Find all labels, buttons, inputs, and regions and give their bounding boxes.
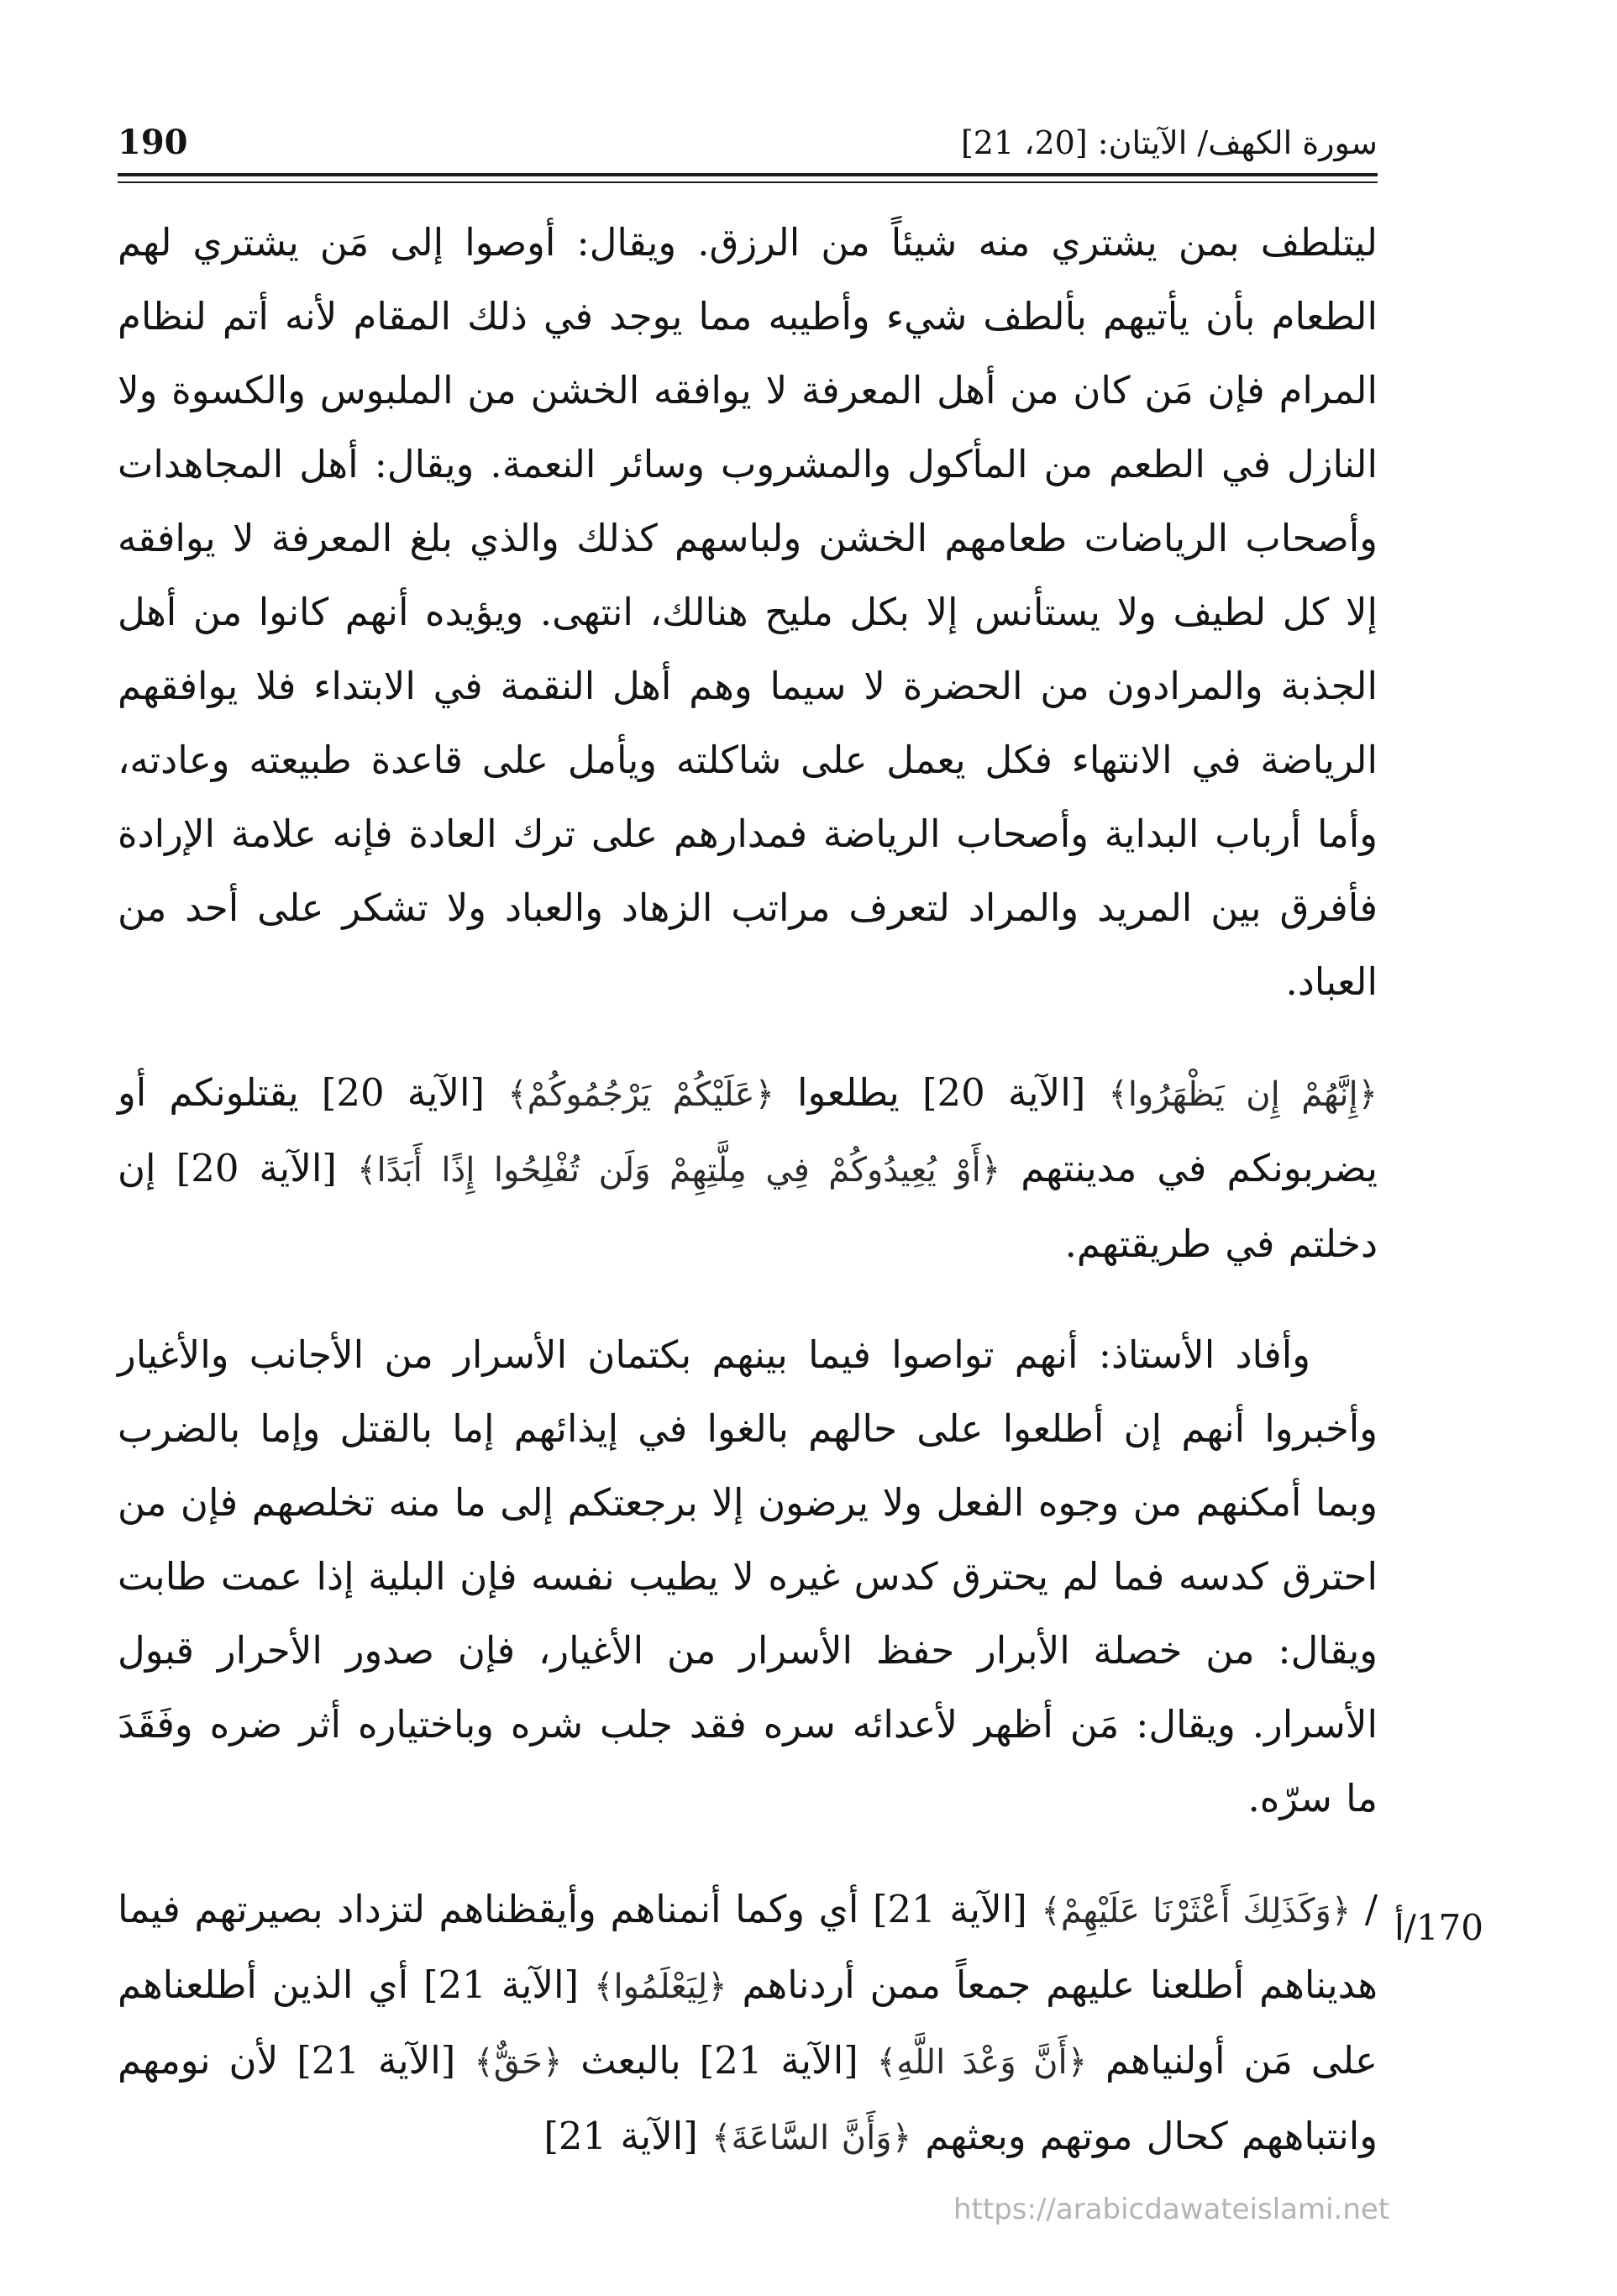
quran-quote: ﴿أَوْ يُعِيدُوكُمْ فِي مِلَّتِهِمْ وَلَن تُفْلِحُوا إِذًا أَبَدًا﴾ xyxy=(357,1151,1001,1190)
folio-marker: / xyxy=(1351,1887,1378,1931)
quran-quote: ﴿عَلَيْكُمْ يَرْجُمُوكُمْ﴾ xyxy=(507,1075,774,1114)
quran-quote: ﴿لِيَعْلَمُوا﴾ xyxy=(594,1968,727,2006)
paragraph-3: وأفاد الأستاذ: أنهم تواصوا فيما بينهم بكتمان الأسرار من الأجانب والأغيار وأخبروا أنهم إن أطلعوا على حالهم بالغوا في إيذائهم إما بالقتل وإما بالضرب وبما أمكنهم من وجوه الفعل ولا يرضون إلا برجعتكم إلى ما منه تخلصهم فإن من احترق كدسه فما لم يحترق كدس غيره لا يطيب نفسه فإن البلية إذا عمت طابت ويقال: من خصلة الأبرار حفظ الأسرار من الأغيار، فإن صدور الأحرار قبول الأسرار. ويقال: مَن أظهر لأعدائه سره فقد جلب شره وباختياره أثر ضره وفَقَدَ ما سرّه. xyxy=(118,1332,1378,1821)
manuscript-folio-note: 170/أ xyxy=(1394,1907,1483,1948)
header-rule-thick xyxy=(118,173,1378,176)
quran-quote: ﴿أَنَّ وَعْدَ اللَّهِ﴾ xyxy=(876,2043,1088,2082)
paragraph-1: ليتلطف بمن يشتري منه شيئاً من الرزق. ويقال: أوصوا إلى مَن يشتري لهم الطعام بأن يأتيهم بألطف شيء وأطيبه مما يوجد في ذلك المقام لأنه أتم لنظام المرام فإن مَن كان من أهل المعرفة لا يوافقه الخشن من الملبوس والكسوة ولا النازل في الطعم من المأكول والمشروب وسائر النعمة. ويقال: أهل المجاهدات وأصحاب الرياضات طعامهم الخشن ولباسهم كذلك والذي بلغ المعرفة لا يوافقه إلا كل لطيف ولا يستأنس إلا بكل مليح هنالك، انتهى. ويؤيده أنهم كانوا من أهل الجذبة والمرادون من الحضرة لا سيما وهم أهل النقمة في الابتداء فلا يوافقهم الرياضة في الانتهاء فكل يعمل على شاكلته ويأمل على قاعدة طبيعته وعادته، وأما أرباب البداية وأصحاب الرياضة فمدارهم على ترك العادة فإنه علامة الإرادة فأفرق بين المريد والمراد لتعرف مراتب الزهاد والعباد ولا تشكر على أحد من العباد. xyxy=(118,220,1378,1004)
commentary-text: [الآية 21] أي وكما أنمناهم وأيقظناهم لتزداد بصيرتهم فيما هديناهم أطلعنا عليهم جمعاً ممن أردناهم xyxy=(118,1887,1378,2007)
header-rule-thin xyxy=(118,181,1378,183)
watermark-url: https://arabicdawateislami.net xyxy=(953,2193,1390,2226)
running-header xyxy=(118,118,1378,168)
quran-quote: ﴿وَكَذَلِكَ أَعْثَرْنَا عَلَيْهِمْ﴾ xyxy=(1041,1892,1352,1931)
paragraph-4 xyxy=(118,1873,1378,2175)
commentary-text: [الآية 21] بالبعث xyxy=(562,2038,877,2083)
commentary-text: [الآية 21] أي الذين أطلعناهم على مَن أولنياهم xyxy=(118,1962,1378,2083)
quran-quote: ﴿وَأَنَّ السَّاعَةَ﴾ xyxy=(711,2119,912,2157)
paragraph-2 xyxy=(118,1056,1378,1281)
commentary-text: [الآية 21] xyxy=(543,2114,712,2158)
commentary-text: [الآية 21] لأن نومهم وانتباههم كحال موتهم وبعثهم xyxy=(118,2038,1378,2158)
body-text xyxy=(118,206,1378,2175)
quran-quote: ﴿حَقٌّ﴾ xyxy=(474,2043,563,2082)
commentary-text: [الآية 20] يقتلونكم أو يضربونكم في مدينتهم xyxy=(118,1070,1378,1190)
commentary-text: [الآية 20] يطلعوا xyxy=(774,1070,1109,1115)
quran-quote: ﴿إِنَّهُمْ إِن يَظْهَرُوا﴾ xyxy=(1108,1075,1378,1114)
commentary-text: [الآية 20] إن دخلتم في طريقتهم. xyxy=(118,1146,1378,1266)
chapter-title: سورة الكهف/ الآيتان: [20، 21] xyxy=(960,124,1378,161)
page-number: 190 xyxy=(118,123,188,162)
